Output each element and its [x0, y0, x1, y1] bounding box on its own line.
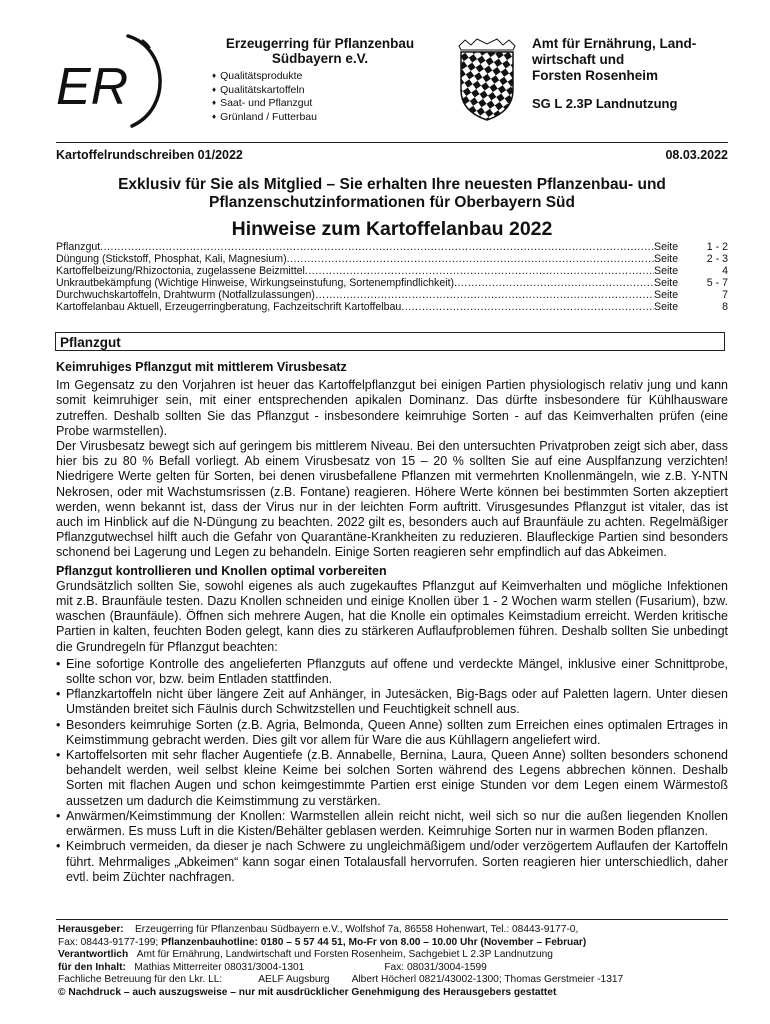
org-name: Erzeugerring für Pflanzenbau: [225, 36, 415, 51]
department-code: SG L 2.3P Landnutzung: [532, 96, 678, 111]
amt-line: wirtschaft und: [532, 52, 625, 67]
amt-line: Amt für Ernährung, Land-: [532, 36, 697, 51]
circular-header: [56, 148, 728, 162]
er-logo: [50, 30, 170, 130]
toc-row: Kartoffelbeizung/Rhizoctonia, zugelassene Beizmittel ..... Seite 4: [56, 265, 728, 277]
table-of-contents: [56, 241, 728, 313]
toc-row: Durchwuchskartoffeln, Drahtwurm (Notfallzulassungen)…… ..... Seite 7: [56, 289, 728, 301]
rules-list: [56, 657, 728, 885]
bavaria-coat-of-arms: [455, 38, 519, 122]
paragraph: Grundsätzlich sollten Sie, sowohl eigenes als auch zugekauftes Pflanzgut auf Keimverhalten und mögliche Infektionen mit z.B. Braunfäule testen. Dazu Knollen schneiden und einige Knollen über 1 - 2 Wochen warm stellen (Fusarium), bzw. waschen (Braunfäule). Öffnen sich mehrere Augen, hat die Knolle ein optimales Keimstadium erreicht. Werden kritische Partien in kalten, feuchten Boden gelegt, kann dies zu stärkeren Auflaufproblemen führen. Deshalb sollten Sie unbedingt die Grundregeln für Pflanzgut beachten:: [56, 578, 728, 654]
circular-title: Kartoffelrundschreiben 01/2022: [56, 148, 243, 162]
list-item: • Kartoffelsorten mit sehr flacher Augentiefe (z.B. Annabelle, Bernina, Laura, Queen Anne) sollten besonders schonend behandelt werden, weil selbst kleine Keime bei solchen Sorten während des Legens abbrechen können. Deshalb Sorten mit flachen Augen und schon keimgestimmte Partien erst einige Stunden vor dem Legen einem Wärmestoß aussetzen um dadurch die Keimstimmung zu verstärken.: [56, 748, 728, 809]
page-title: Hinweise zum Kartoffelanbau 2022: [231, 218, 553, 240]
footer-text: Fachliche Betreuung für den Lkr. LL:: [58, 974, 223, 986]
footer-label: Herausgeber:: [58, 924, 124, 935]
footer-text: Fax: 08031/3004-1599: [384, 961, 487, 973]
list-item: • Anwärmen/Keimstimmung der Knollen: Warmstellen allein reicht nicht, weil sich so nur die außen liegenden Knollen erwärmen. Es muss Luft in die Kisten/Behälter geblasen werden. Keimruhige Sorten nur in warmen Boden pflanzen.: [56, 809, 728, 839]
section-heading: Pflanzgut: [55, 332, 725, 351]
list-item: • Besonders keimruhige Sorten (z.B. Agria, Belmonda, Queen Anne) sollten zum Erreichen eines optimalen Ertrages in Keimstimmung gebracht werden. Dies gilt vor allem für Ware die aus Kühllagern angeliefert wird.: [56, 718, 728, 748]
focus-item: ♦ Qualitätsprodukte: [212, 70, 317, 84]
footer-text: AELF Augsburg: [258, 974, 330, 986]
footer: [58, 924, 730, 1000]
circular-date: 08.03.2022: [665, 148, 728, 162]
list-item: • Eine sofortige Kontrolle des angelieferten Pflanzguts auf offene und verdeckte Mängel, inklusive einer Schnittprobe, sollte schon vor, bzw. beim Entladen stattfinden.: [56, 657, 728, 687]
focus-item: ♦ Grünland / Futterbau: [212, 111, 317, 125]
footer-text: Mathias Mitterreiter 08031/3004-1301: [134, 961, 305, 973]
focus-item: ♦ Qualitätskartoffeln: [212, 84, 317, 98]
footer-text: Fax: 08443-9177-199;: [58, 936, 159, 948]
toc-row: Pflanzgut ..... Seite 1 - 2: [56, 241, 728, 253]
er-logo-graphic: [50, 30, 170, 130]
subheading: Keimruhiges Pflanzgut mit mittlerem Virusbesatz: [56, 360, 347, 374]
org-region: Südbayern e.V.: [271, 51, 369, 66]
exclusive-note: [56, 176, 728, 212]
amt-name: [532, 36, 742, 84]
org-title: [200, 36, 440, 66]
footer-text: Erzeugerring für Pflanzenbau Südbayern e.V., Wolfshof 7a, 86558 Hohenwart, Tel.: 08443-9177-0,: [135, 924, 579, 935]
footer-divider: [56, 919, 728, 920]
footer-text: Amt für Ernährung, Landwirtschaft und Forsten Rosenheim, Sachgebiet L 2.3P Landnutzung: [136, 949, 553, 961]
exclusive-line: Exklusiv für Sie als Mitglied – Sie erhalten Ihre neuesten Pflanzenbau- und: [118, 176, 666, 193]
hotline: Pflanzenbauhotline: 0180 – 5 57 44 51, Mo-Fr von 8.00 – 10.00 Uhr (November – Februar): [161, 936, 587, 948]
list-item: • Keimbruch vermeiden, da dieser je nach Schwere zu ungleichmäßigem und/oder verzögertem Auflaufen der Kartoffeln führt. Mehrmaliges „Abkeimen“ kann sogar einen Totalausfall hervorrufen. Sorten reagieren hier unterschiedlich, daher evtl. beim Züchter nachfragen.: [56, 839, 728, 885]
subheading: Pflanzgut kontrollieren und Knollen optimal vorbereiten: [56, 563, 387, 578]
footer-label: für den Inhalt:: [58, 961, 126, 973]
amt-line: Forsten Rosenheim: [532, 68, 659, 83]
toc-row: Kartoffelanbau Aktuell, Erzeugerringberatung, Fachzeitschrift Kartoffelbau ..... Seite 8: [56, 301, 728, 313]
divider: [56, 142, 728, 143]
toc-row: Düngung (Stickstoff, Phosphat, Kali, Magnesium) ..... Seite 2 - 3: [56, 253, 728, 265]
exclusive-line: Pflanzenschutzinformationen für Oberbayern Süd: [208, 194, 575, 211]
svg-text:ER: ER: [56, 58, 129, 116]
article-body: [56, 360, 728, 885]
focus-item: ♦ Saat- und Pflanzgut: [212, 97, 317, 111]
copyright-note: © Nachdruck – auch auszugsweise – nur mit ausdrücklicher Genehmigung des Herausgebers gestattet: [58, 986, 557, 998]
list-item: • Pflanzkartoffeln nicht über längere Zeit auf Anhänger, in Jutesäcken, Big-Bags oder auf Paletten lagern. Unter diesen Umständen breitet sich Fäulnis durch Schwitzstellen und Feuchtigkeit schnell aus.: [56, 687, 728, 717]
paragraph: Im Gegensatz zu den Vorjahren ist heuer das Kartoffelpflanzgut bei einigen Partien physiologisch relativ jung und kann somit keimruhiger sein, mit einer entsprechenden apikalen Dominanz. Das dürfte insbesondere für Kühlhausware zutreffen. Deshalb sollten Sie das Pflanzgut - insbesondere keimruhige Sorten - auf das Keimverhalten prüfen (eine Probe warmstellen).: [56, 378, 728, 438]
footer-label: Verantwortlich: [58, 949, 129, 961]
toc-row: Unkrautbekämpfung (Wichtige Hinweise, Wirkungseinstufung, Sortenempfindlichkeit) ..... Seite 5 - 7: [56, 277, 728, 289]
org-focus-list: [212, 70, 317, 124]
paragraph: Der Virusbesatz bewegt sich auf geringem bis mittlerem Niveau. Bei den untersuchten Privatproben zeigt sich aber, dass hier bis zu 80 % Befall vorliegt. Ab einem Virusbesatz von 15 – 20 % sollten Sie auf eine Ausplfanzung verzichten! Niedrigere Werte gelten für Sorten, bei denen virusbefallene Pflanzen mit vermehrten Knollenmängeln, wie z.B. Y-NTN Nekrosen, oder mit Wachstumsrissen (z.B. Fontane) reagieren. Höhere Werte können bei bestimmten Sorten akzeptiert werden, wenn bekannt ist, dass der Virus nur in der leichten Form auftritt. Virusgesundes Pflanzgut ist vitaler, das ist auch im Hinblick auf die N-Düngung zu beachten. 2022 gilt es, besonders auch auf Braunfäule zu achten. Regelmäßiger Pflanzgutwechsel hilft auch die Gefahr von Quarantäne-Krankheiten zu reduzieren. Blaufleckige Partien sind besonders schonend bei Lagerung und Legen zu behandeln. Einige Sorten reagieren sehr empfindlich auf das Abkeimen.: [56, 439, 728, 560]
footer-text: Albert Höcherl 0821/43002-1300; Thomas Gerstmeier -1317: [351, 974, 624, 986]
